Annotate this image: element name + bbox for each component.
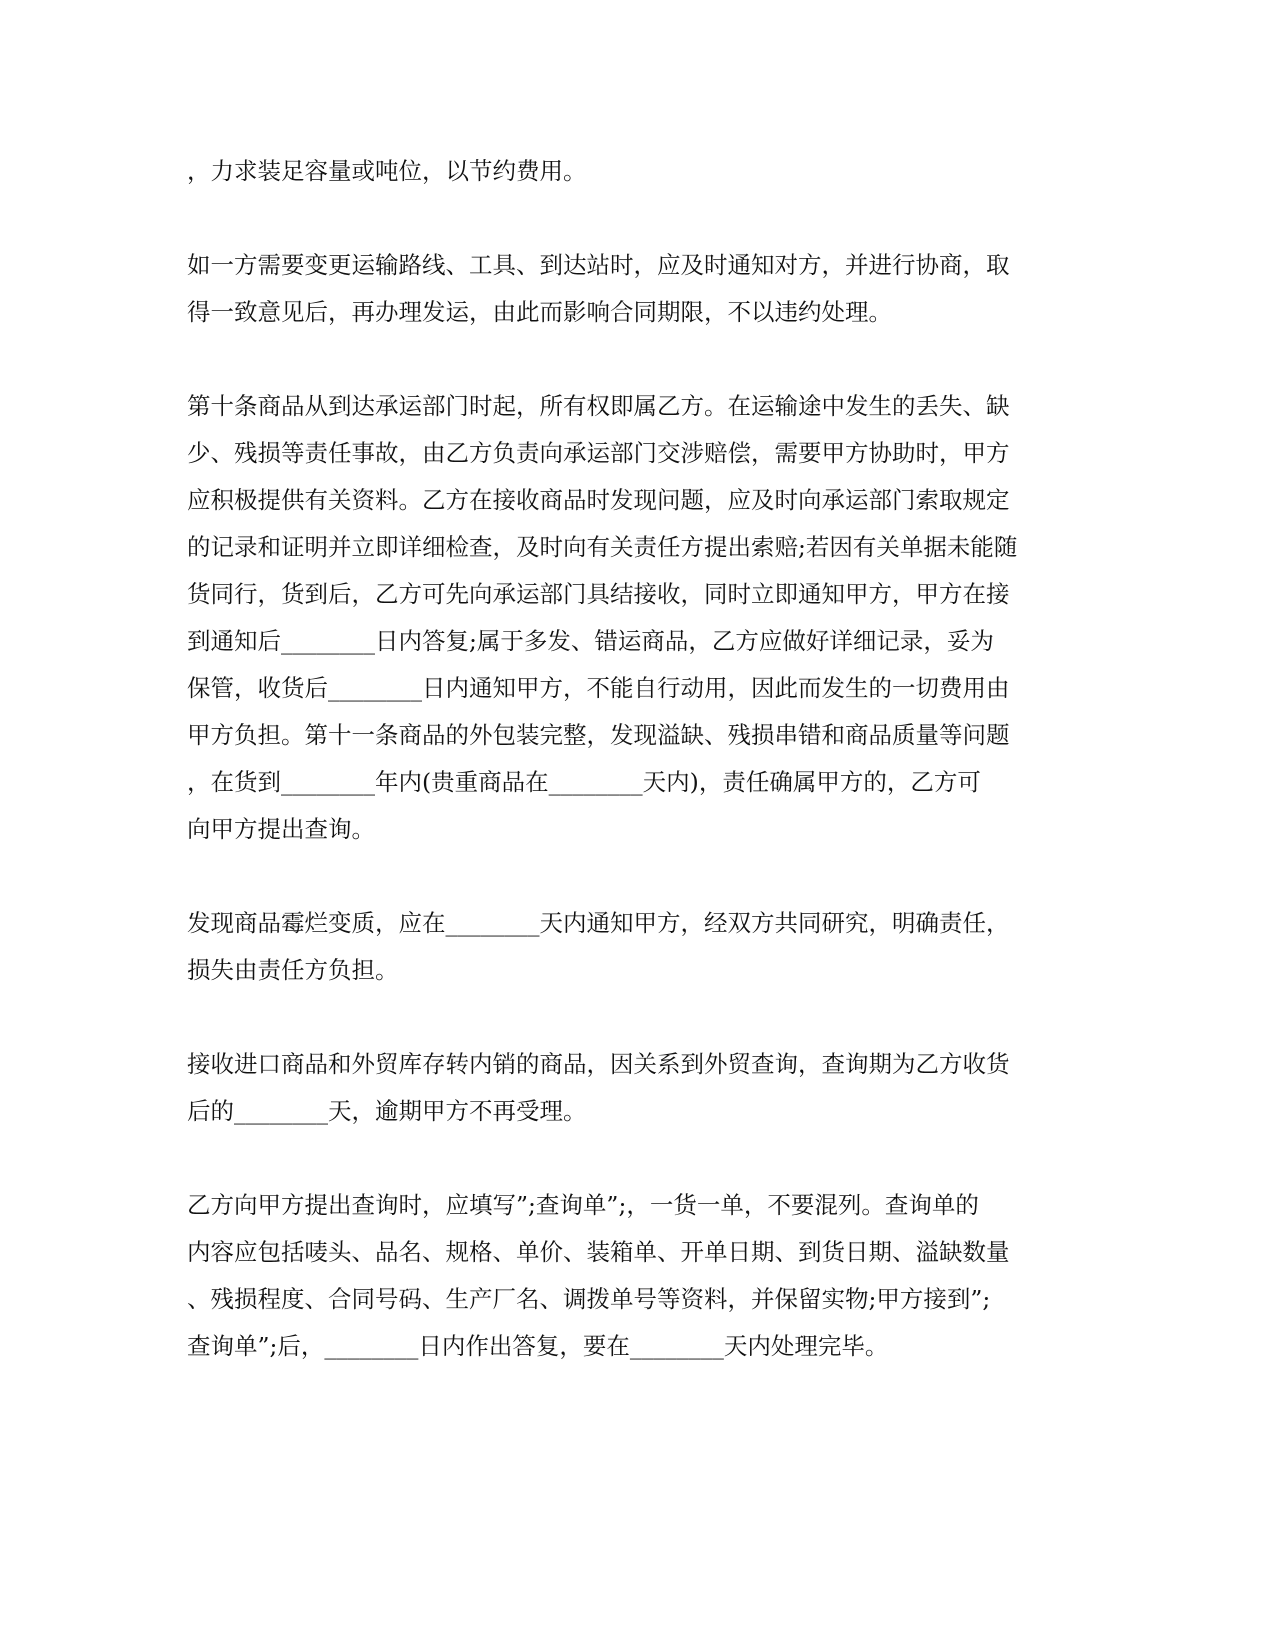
text-line: 的记录和证明并立即详细检查，及时向有关责任方提出索赔;若因有关单据未能随 <box>187 533 1018 561</box>
text-line: 甲方负担。第十一条商品的外包装完整，发现溢缺、残损串错和商品质量等问题 <box>187 721 1010 749</box>
text-line: 到通知后________日内答复;属于多发、错运商品，乙方应做好详细记录，妥为 <box>187 627 994 655</box>
text-line: 向甲方提出查询。 <box>187 815 375 843</box>
text-line: 损失由责任方负担。 <box>187 956 399 984</box>
text-line: 接收进口商品和外贸库存转内销的商品，因关系到外贸查询，查询期为乙方收货 <box>187 1050 1010 1078</box>
text-line: 货同行，货到后，乙方可先向承运部门具结接收，同时立即通知甲方，甲方在接 <box>187 580 1010 608</box>
text-line: 乙方向甲方提出查询时，应填写”;查询单”;，一货一单，不要混列。查询单的 <box>187 1191 979 1219</box>
text-line: 应积极提供有关资料。乙方在接收商品时发现问题，应及时向承运部门索取规定 <box>187 486 1010 514</box>
text-line: 、残损程度、合同号码、生产厂名、调拨单号等资料，并保留实物;甲方接到”; <box>187 1285 991 1313</box>
text-line: 查询单”;后，________日内作出答复，要在________天内处理完毕。 <box>187 1332 889 1360</box>
paragraph-spacer <box>187 994 1037 1041</box>
paragraph-spacer <box>187 195 1037 242</box>
document-body <box>187 148 1037 1370</box>
paragraph-2 <box>187 242 1037 336</box>
text-line: 少、残损等责任事故，由乙方负责向承运部门交涉赔偿，需要甲方协助时，甲方 <box>187 439 1010 467</box>
text-line: 得一致意见后，再办理发运，由此而影响合同期限，不以违约处理。 <box>187 298 892 326</box>
text-line: 如一方需要变更运输路线、工具、到达站时，应及时通知对方，并进行协商，取 <box>187 251 1010 279</box>
paragraph-6 <box>187 1182 1037 1370</box>
text-line: 第十条商品从到达承运部门时起，所有权即属乙方。在运输途中发生的丢失、缺 <box>187 392 1010 420</box>
text-line: 保管，收货后________日内通知甲方，不能自行动用，因此而发生的一切费用由 <box>187 674 1010 702</box>
text-line: 后的________天，逾期甲方不再受理。 <box>187 1097 587 1125</box>
text-line: 发现商品霉烂变质，应在________天内通知甲方，经双方共同研究，明确责任， <box>187 909 1010 937</box>
paragraph-5 <box>187 1041 1037 1135</box>
paragraph-4 <box>187 900 1037 994</box>
text-line: 内容应包括唛头、品名、规格、单价、装箱单、开单日期、到货日期、溢缺数量 <box>187 1238 1010 1266</box>
paragraph-spacer <box>187 336 1037 383</box>
text-line: ，在货到________年内(贵重商品在________天内)，责任确属甲方的，乙方可 <box>187 768 981 796</box>
text-line: ，力求装足容量或吨位，以节约费用。 <box>187 157 587 185</box>
paragraph-spacer <box>187 1135 1037 1182</box>
paragraph-3 <box>187 383 1037 853</box>
paragraph-spacer <box>187 853 1037 900</box>
paragraph-1 <box>187 148 1037 195</box>
